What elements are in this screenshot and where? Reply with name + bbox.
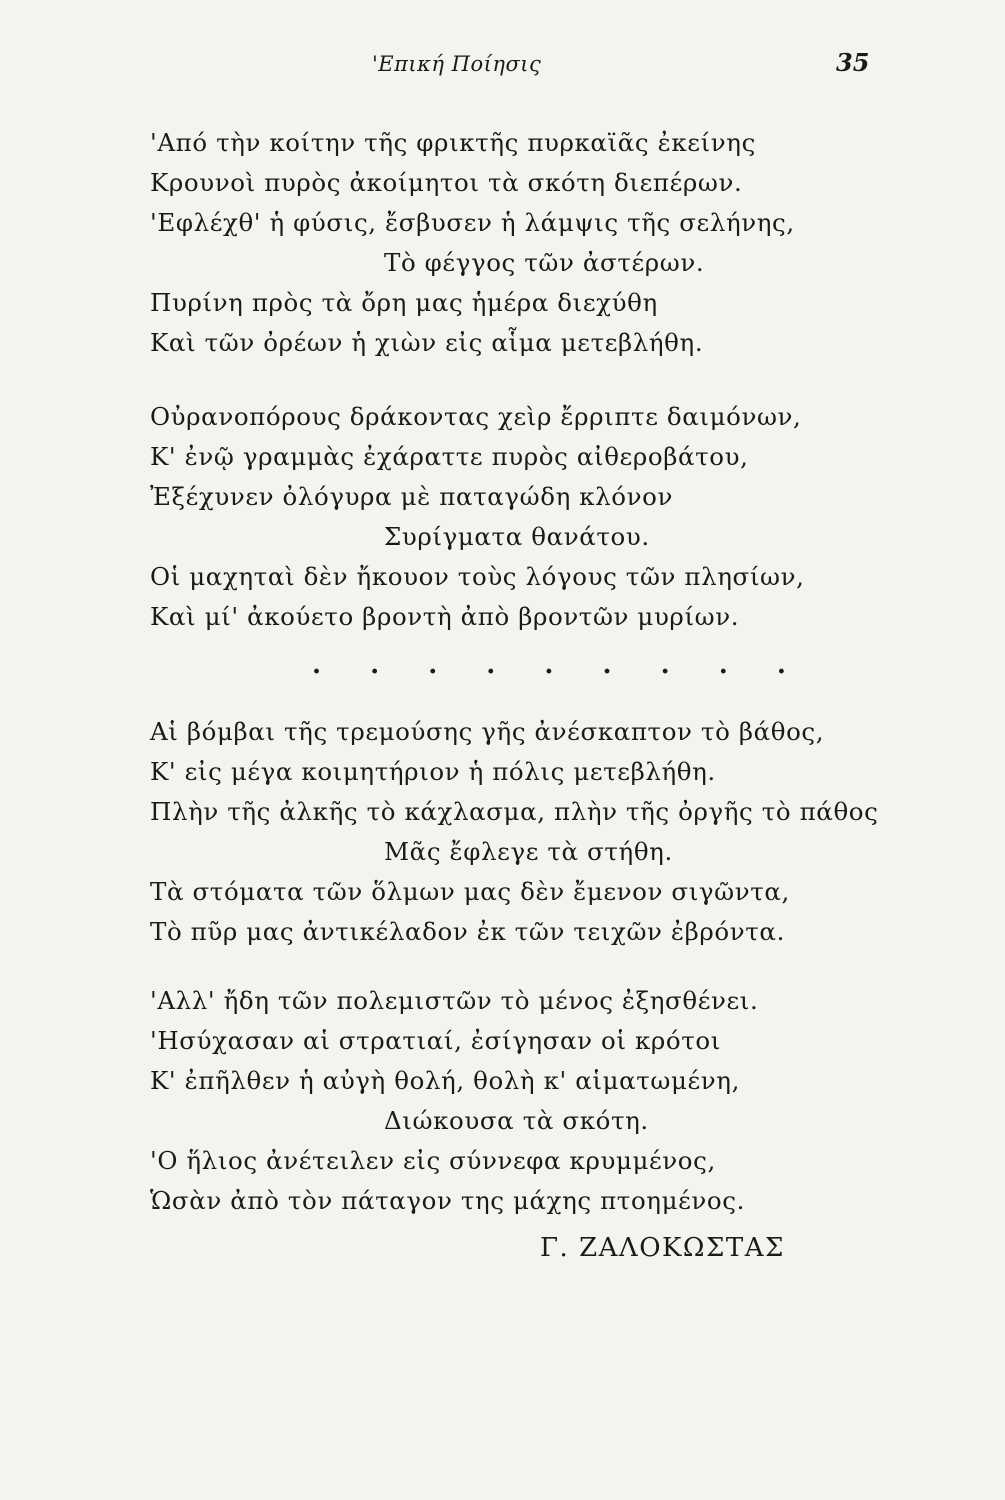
verse-line: Τὰ στόματα τῶν ὅλμων μας δὲν ἔμενον σιγῶντα,	[150, 877, 790, 906]
verse-line: Κ' ἐνῷ γραμμὰς ἐχάραττε πυρὸς αἰθεροβάτου,	[150, 442, 749, 471]
verse-line: Κ' ἐπῆλθεν ἡ αὐγὴ θολή, θολὴ κ' αἱματωμένη,	[150, 1066, 740, 1095]
verse-line: Κ' εἰς μέγα κοιμητήριον ἡ πόλις μετεβλήθη.	[150, 757, 716, 786]
verse-line: Καὶ μί' ἀκούετο βροντὴ ἀπὸ βροντῶν μυρίων.	[150, 602, 740, 631]
verse-line: Κρουνοὶ πυρὸς ἀκοίμητοι τὰ σκότη διεπέρων.	[150, 168, 743, 197]
verse-line: Ἐξέχυνεν ὀλόγυρα μὲ παταγώδη κλόνον	[150, 482, 673, 511]
page-header	[0, 46, 1005, 82]
verse-line: Καὶ τῶν ὀρέων ἡ χιὼν εἰς αἷμα μετεβλήθη.	[150, 328, 704, 357]
ellipsis-separator: . . . . . . . . .	[312, 650, 806, 680]
verse-line: 'Αλλ' ἤδη τῶν πολεμιστῶν τὸ μένος ἐξησθένει.	[150, 986, 759, 1015]
verse-line: 'Ησύχασαν αἱ στρατιαί, ἐσίγησαν οἱ κρότοι	[150, 1026, 721, 1055]
verse-line: Μᾶς ἔφλεγε τὰ στήθη.	[384, 837, 673, 866]
verse-line: Πλὴν τῆς ἀλκῆς τὸ κάχλασμα, πλὴν τῆς ὀργῆς τὸ πάθος	[150, 797, 879, 826]
verse-line: Τὸ πῦρ μας ἀντικέλαδον ἐκ τῶν τειχῶν ἐβρόντα.	[150, 917, 785, 946]
verse-line: 'Από τὴν κοίτην τῆς φρικτῆς πυρκαϊᾶς ἐκείνης	[150, 128, 756, 157]
verse-line: Πυρίνη πρὸς τὰ ὄρη μας ἡμέρα διεχύθη	[150, 288, 658, 317]
verse-line: 'Ο ἥλιος ἀνέτειλεν εἰς σύννεφα κρυμμένος,	[150, 1146, 716, 1175]
verse-line: Ὡσὰν ἀπὸ τὸν πάταγον της μάχης πτοημένος.	[150, 1186, 745, 1215]
verse-line: Οὐρανοπόρους δράκοντας χεὶρ ἔρριπτε δαιμόνων,	[150, 402, 802, 431]
verse-line: Συρίγματα θανάτου.	[384, 522, 650, 551]
verse-line: Αἱ βόμβαι τῆς τρεμούσης γῆς ἀνέσκαπτον τὸ βάθος,	[150, 717, 825, 746]
verse-line: Διώκουσα τὰ σκότη.	[384, 1106, 649, 1135]
verse-line: 'Εφλέχθ' ἡ φύσις, ἔσβυσεν ἡ λάμψις τῆς σελήνης,	[150, 208, 795, 237]
author-signature: Γ. ΖΑΛΟΚΩΣΤΑΣ	[540, 1233, 785, 1263]
verse-line: Τὸ φέγγος τῶν ἀστέρων.	[384, 248, 705, 277]
page-number: 35	[836, 48, 870, 77]
running-head: 'Επική Ποίησις	[372, 52, 542, 76]
verse-line: Οἱ μαχηταὶ δὲν ἤκουον τοὺς λόγους τῶν πλησίων,	[150, 562, 805, 591]
